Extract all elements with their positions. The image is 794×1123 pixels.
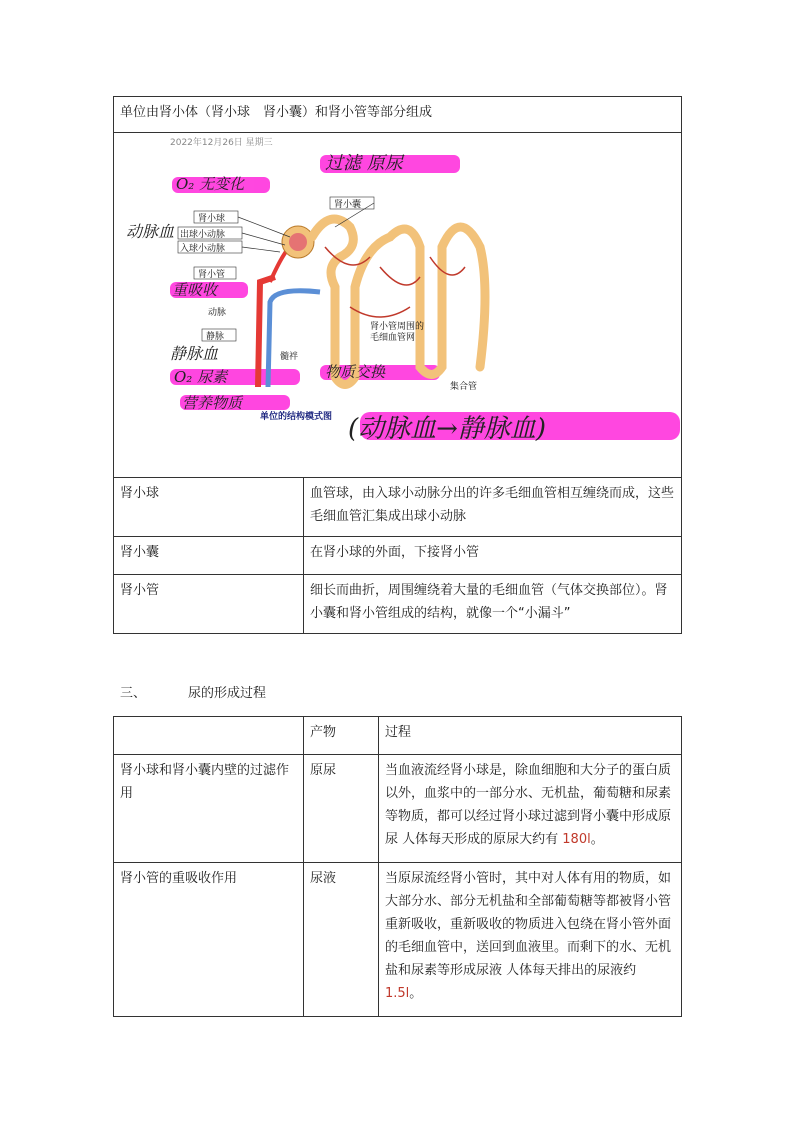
- nephron-diagram: [120, 137, 680, 467]
- amount-value: 180l: [562, 832, 591, 847]
- table-row: [114, 755, 682, 863]
- label-artery: 动脉: [208, 308, 227, 318]
- header-empty: [114, 717, 304, 755]
- hw-nutrients: 营养物质: [182, 394, 243, 412]
- label-efferent: 出球小动脉: [180, 230, 226, 240]
- table-row: [114, 575, 682, 634]
- diagram-title: 单位的结构模式图: [260, 412, 333, 422]
- hw-big: (动脉血→静脉血): [348, 414, 547, 444]
- label-tubule: 肾小管: [198, 270, 226, 280]
- label-capillary1: 肾小管周围的: [370, 322, 425, 332]
- row-process: [379, 863, 682, 1017]
- tubule-shape: [312, 219, 485, 385]
- label-afferent: 入球小动脉: [180, 244, 226, 254]
- nephron-diagram-cell: [114, 133, 682, 478]
- process-text: 当原尿流经肾小管时，其中对人体有用的物质，如大部分水、部分无机盐和全部葡萄糖等都被肾小管重新吸收，重新吸收的物质进入包绕在肾小管外面的毛细血管中，送回到血液里。而剩下的水、无机盐和尿素等形成尿液 人体每天排出的尿液约: [385, 871, 672, 978]
- table-row: [114, 537, 682, 575]
- process-end: 。: [590, 832, 604, 847]
- section-number: 三、: [120, 686, 147, 701]
- header-process: 过程: [379, 717, 682, 755]
- row-desc: 细长而曲折，周围缠绕着大量的毛细血管（气体交换部位）。肾小囊和肾小管组成的结构，就像一个“小漏斗”: [304, 575, 682, 634]
- process-end: 。: [409, 986, 423, 1001]
- date-text: 2022年12月26日 星期三: [170, 138, 273, 148]
- hw-vein-blood: 静脉血: [170, 344, 219, 363]
- table-row: [114, 478, 682, 537]
- hw-exchange: 物质交换: [325, 363, 386, 381]
- row-process: [379, 755, 682, 863]
- row-name: 肾小囊: [114, 537, 304, 575]
- row-name: 肾小球和肾小囊内壁的过滤作用: [114, 755, 304, 863]
- row-product: 尿液: [304, 863, 379, 1017]
- row-name: 肾小球: [114, 478, 304, 537]
- label-collecting: 集合管: [450, 382, 478, 392]
- row-desc: 在肾小球的外面，下接肾小管: [304, 537, 682, 575]
- section-title: 尿的形成过程: [188, 686, 267, 701]
- label-glomerulus: 肾小球: [198, 214, 226, 224]
- row-name: 肾小管: [114, 575, 304, 634]
- row-product: 原尿: [304, 755, 379, 863]
- row-desc: 血管球，由入球小动脉分出的许多毛细血管相互缠绕而成，这些毛细血管汇集成出球小动脉: [304, 478, 682, 537]
- hw-urea: O₂ 尿素: [174, 368, 228, 386]
- hw-top-right: 过滤 原尿: [325, 153, 403, 174]
- header-product: 产物: [304, 717, 379, 755]
- table1-header: 单位由肾小体（肾小球 肾小囊）和肾小管等部分组成: [114, 97, 682, 133]
- hw-o2: O₂ 无变化: [176, 175, 245, 193]
- hw-left: 动脉血: [126, 222, 175, 241]
- table-row: [114, 863, 682, 1017]
- amount-value: 1.5l: [385, 986, 410, 1001]
- nephron-structure-table: [113, 96, 682, 634]
- label-vein: 静脉: [206, 332, 225, 342]
- glomerulus-shape: [289, 233, 307, 251]
- row-name: 肾小管的重吸收作用: [114, 863, 304, 1017]
- label-capillary2: 毛细血管网: [370, 333, 416, 343]
- section-heading: [120, 682, 266, 701]
- label-medulla: 髓袢: [280, 352, 299, 362]
- hw-reabsorb: 重吸收: [172, 281, 218, 299]
- process-text: 当血液流经肾小球是，除血细胞和大分子的蛋白质以外，血浆中的一部分水、无机盐，葡萄糖和尿素等物质，都可以经过肾小球过滤到肾小囊中形成原尿 人体每天形成的原尿大约有: [385, 763, 672, 847]
- urine-formation-table: [113, 716, 682, 1017]
- label-capsule: 肾小囊: [334, 200, 362, 210]
